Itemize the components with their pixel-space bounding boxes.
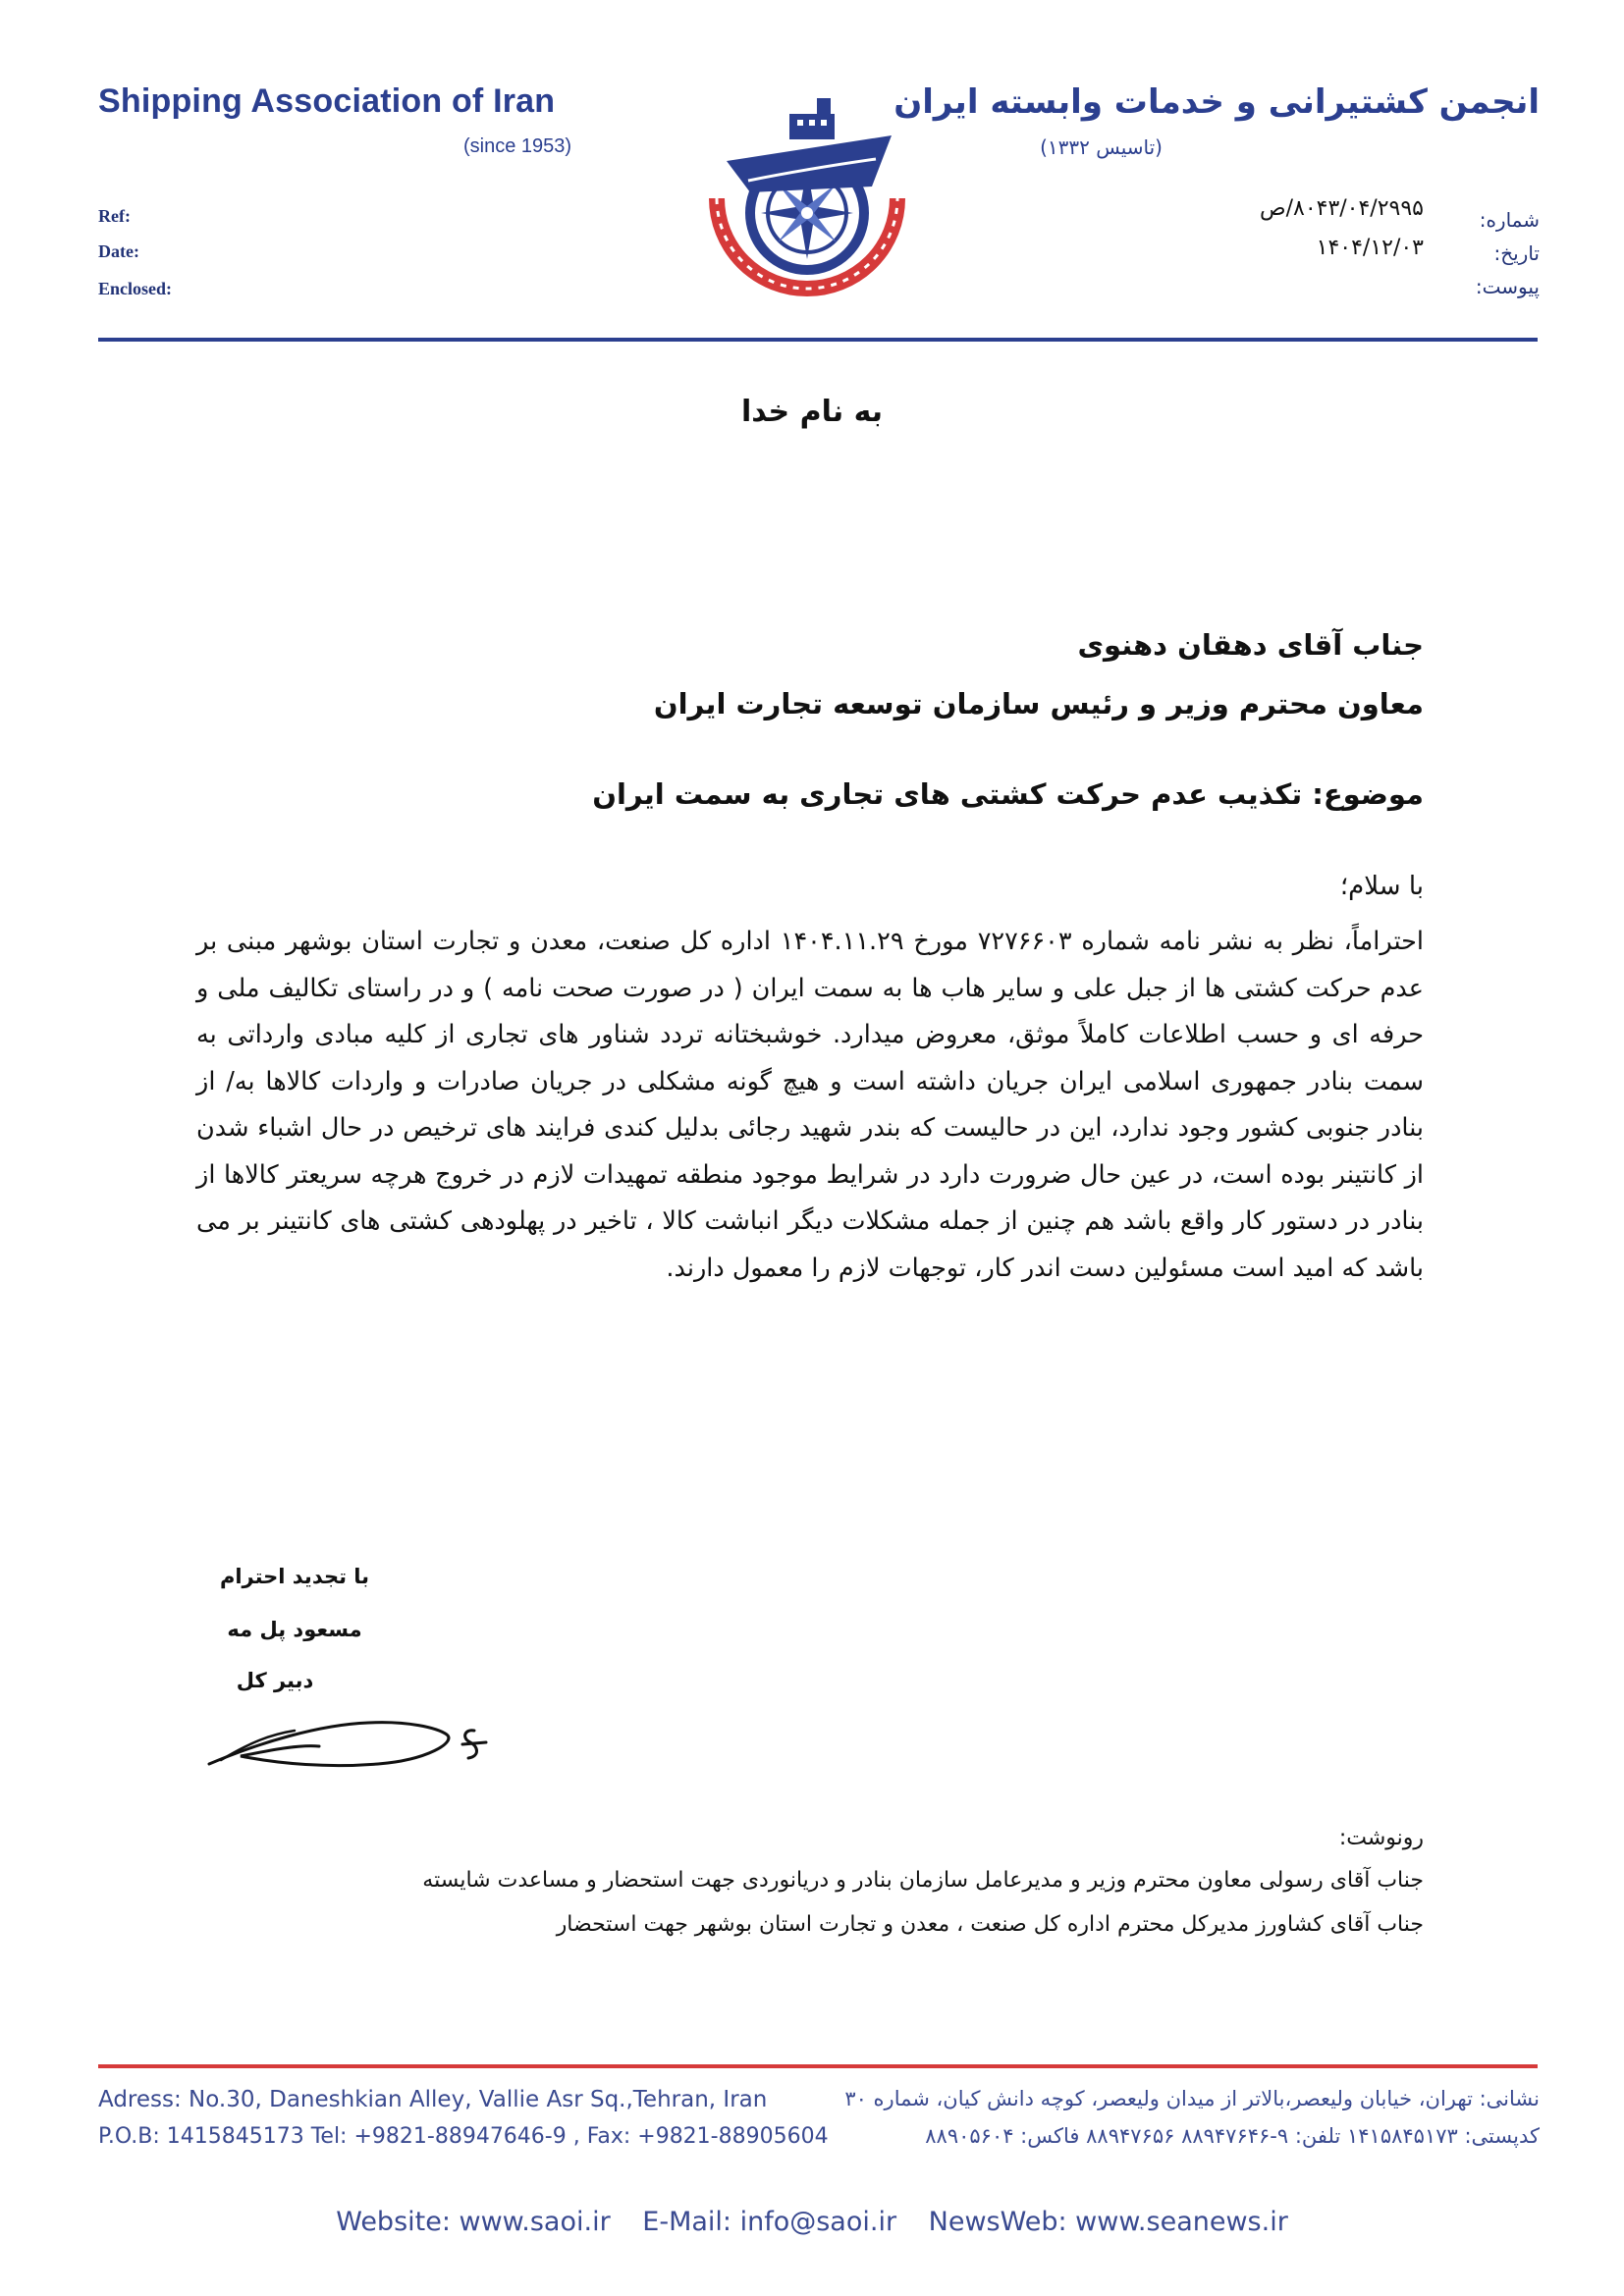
- greeting: با سلام؛: [1339, 872, 1424, 901]
- footer-contact-en: P.O.B: 1415845173 Tel: +9821-88947646-9 , Fax: +9821-88905604: [98, 2124, 829, 2149]
- cc-item: جناب آقای کشاورز مدیرکل محترم اداره کل صنعت ، معدن و تجارت استان بوشهر جهت استحضار: [556, 1912, 1424, 1937]
- addressee-name: جناب آقای دهقان دهنوی: [1077, 628, 1424, 662]
- letter-subject: موضوع: تکذیب عدم حرکت کشتی های تجاری به سمت ایران: [592, 777, 1424, 811]
- body-paragraph: احتراماً، نظر به نشر نامه شماره ۷۲۷۶۶۰۳ مورخ ۱۴۰۴.۱۱.۲۹ اداره کل صنعت، معدن و تجارت استان بوشهر مبنی بر عدم حرکت کشتی ها از جبل علی و سایر هاب ها به سمت ایران ( در صورت صحت نامه ) و در راستای تکالیف ملی و حرفه ای و حسب اطلاعات کاملاً موثق، معروض میدارد. خوشبختانه تردد شناور های تجاری از کلیه مبادی وارداتی به سمت بنادر جمهوری اسلامی ایران جریان داشته است و هیچ گونه مشکلی در جریان صادرات و واردات کالاها به/ از بنادر جنوبی کشور وجود ندارد، این در حالیست که بندر شهید رجائی بدلیل کندی فرایند های ترخیص در حال اشباء شدن از کانتینر بوده است، در عین حال ضرورت دارد در شرایط موجود منطقه تمهیدات لازم در خروج هرچه سریعتر کالاها از بنادر در دستور کار واقع باشد هم چنین از جمله مشکلات دیگر انباشت کالا ، تاخیر در پهلودهی کشتی های کانتینر بر می باشد که امید است مسئولین دست اندر کار، توجهات لازم را معمول دارند.: [196, 927, 1424, 1283]
- enclosed-label: Enclosed:: [98, 279, 173, 298]
- signer-title: دبیر کل: [236, 1669, 314, 1692]
- cc-label: رونوشت:: [1338, 1826, 1424, 1850]
- number-label-fa: شماره:: [1479, 208, 1540, 232]
- cc-item: جناب آقای رسولی معاون محترم وزیر و مدیرعامل سازمان بنادر و دریانوردی جهت استحضار و مساعدت شایسته: [422, 1868, 1424, 1893]
- bismillah: به نام خدا: [740, 395, 884, 429]
- newsweb-link[interactable]: NewsWeb: www.seanews.ir: [928, 2207, 1288, 2237]
- ref-label: Ref:: [98, 206, 131, 226]
- ship-compass-logo: [699, 90, 915, 306]
- date-label-fa: تاریخ:: [1493, 241, 1540, 265]
- footer-address-fa: نشانی: تهران، خیابان ولیعصر،بالاتر از میدان ولیعصر، کوچه دانش کیان، شماره ۳۰: [844, 2087, 1540, 2110]
- since-en: (since 1953): [463, 135, 572, 157]
- addressee-title: معاون محترم وزیر و رئیس سازمان توسعه تجارت ایران: [653, 687, 1424, 721]
- email-link[interactable]: E-Mail: info@saoi.ir: [642, 2207, 897, 2237]
- website-link[interactable]: Website: www.saoi.ir: [336, 2207, 611, 2237]
- signer-name: مسعود پل مه: [227, 1618, 362, 1641]
- closing-line: با تجدید احترام: [219, 1565, 370, 1588]
- letter-number: ۸۰۴۳/۰۴/۲۹۹۵/ص: [1259, 196, 1424, 221]
- footer-divider: [98, 2064, 1538, 2068]
- handwritten-signature: [201, 1674, 496, 1782]
- footer-contact-fa: کدپستی: ۱۴۱۵۸۴۵۱۷۳ تلفن: ۹-۸۸۹۴۷۶۴۶ ۸۸۹۴۷۶۵۶ فاکس: ۸۸۹۰۵۶۰۴: [925, 2124, 1540, 2148]
- org-name-fa: انجمن کشتیرانی و خدمات وابسته ایران: [893, 82, 1540, 122]
- letter-date: ۱۴۰۴/۱۲/۰۳: [1316, 236, 1424, 260]
- since-fa: (تاسیس ۱۳۳۲): [1040, 135, 1163, 159]
- header-divider: [98, 338, 1538, 342]
- org-name-en: Shipping Association of Iran: [98, 82, 556, 120]
- enclosed-label-fa: پیوست:: [1475, 275, 1540, 298]
- footer-address-en: Adress: No.30, Daneshkian Alley, Vallie Asr Sq.,Tehran, Iran: [98, 2087, 768, 2112]
- letter-body: [196, 919, 1424, 1292]
- date-label-en: Date:: [98, 241, 139, 261]
- footer-web-links: [0, 2207, 1624, 2237]
